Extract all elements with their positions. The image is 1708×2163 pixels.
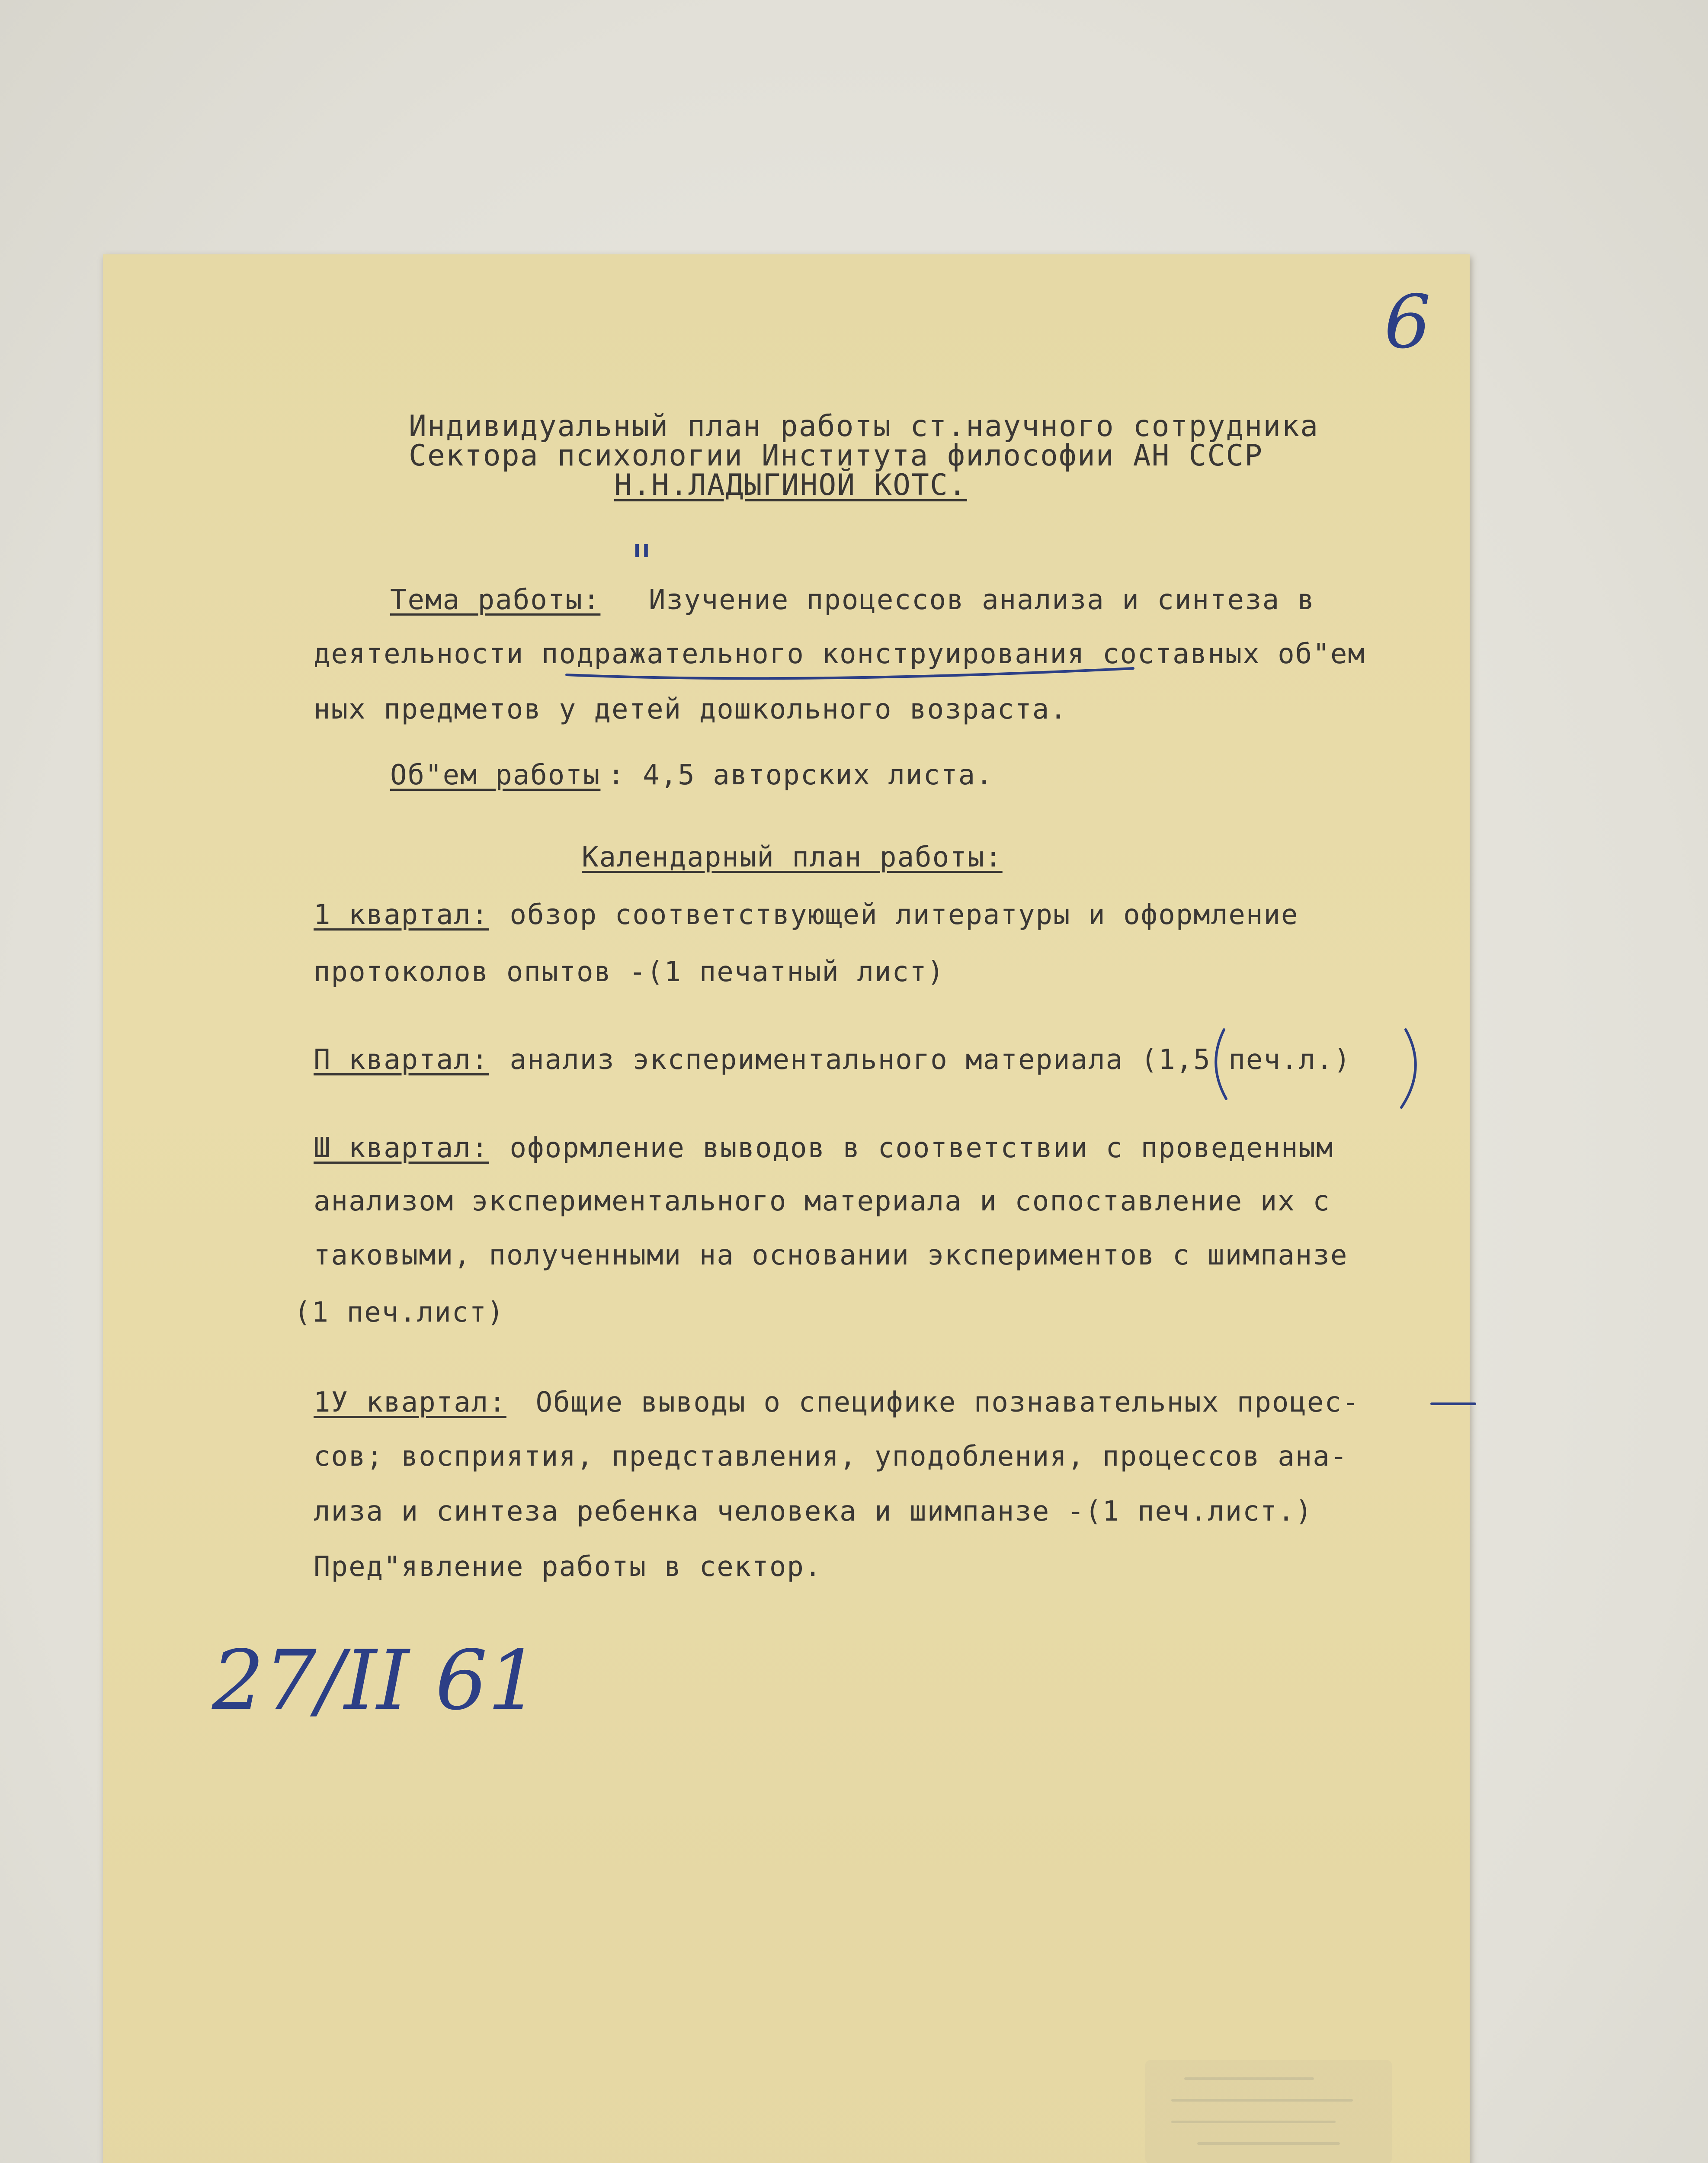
calendar-title: Календарный план работы: — [582, 841, 1003, 873]
quarter-4-line-4: Пред"явление работы в сектор. — [314, 1551, 822, 1583]
quarter-3-line-3: таковыми, полученными на основании экспериментов с шимпанзе — [314, 1239, 1348, 1271]
topic-line-1: Изучение процессов анализа и синтеза в — [649, 584, 1315, 616]
header-line-2: Сектора психологии Института философии АН СССР — [409, 439, 1263, 473]
quarter-2-line-1: анализ экспериментального материала (1,5 печ.л.) — [492, 1044, 1352, 1076]
archive-stamp — [1145, 2060, 1392, 2163]
topic-label: Тема работы: — [390, 584, 601, 616]
quarter-4-label: 1У квартал: — [314, 1386, 506, 1418]
quarter-1-line-1: обзор соответствующей литературы и оформление — [492, 899, 1299, 931]
quarter-1-line-2: протоколов опытов -(1 печатный лист) — [314, 956, 945, 988]
header-line-1: Индивидуальный план работы ст.научного сотрудника — [409, 409, 1319, 443]
header-name: Н.Н.ЛАДЫГИНОЙ КОТС. — [614, 468, 967, 502]
quarter-4-line-3: лиза и синтеза ребенка человека и шимпанзе -(1 печ.лист.) — [314, 1495, 1313, 1528]
page-number: 6 — [1384, 279, 1431, 365]
quarter-1-label: 1 квартал: — [314, 899, 489, 931]
topic-line-2: деятельности подражательного конструирования составных об"ем — [314, 638, 1365, 670]
quarter-4-line-2: сов; восприятия, представления, уподобления, процессов ана- — [314, 1441, 1348, 1473]
volume-value: : 4,5 авторских листа. — [608, 759, 993, 791]
handwritten-date: 27/II 61 — [212, 1633, 540, 1728]
quarter-3-label: Ш квартал: — [314, 1132, 489, 1164]
volume-label: Об"ем работы — [390, 759, 601, 791]
quarter-3-line-1: оформление выводов в соответствии с проведенным — [492, 1132, 1334, 1164]
quarter-3-line-4: (1 печ.лист) — [294, 1297, 505, 1329]
quarter-2-label: П квартал: — [314, 1044, 489, 1076]
topic-quote-mark: " — [631, 535, 653, 590]
quarter-3-line-2: анализом экспериментального материала и сопоставление их с — [314, 1185, 1330, 1217]
topic-line-3: ных предметов у детей дошкольного возраста. — [314, 693, 1067, 725]
quarter-4-line-1: Общие выводы о специфике познавательных процес- — [518, 1386, 1360, 1418]
